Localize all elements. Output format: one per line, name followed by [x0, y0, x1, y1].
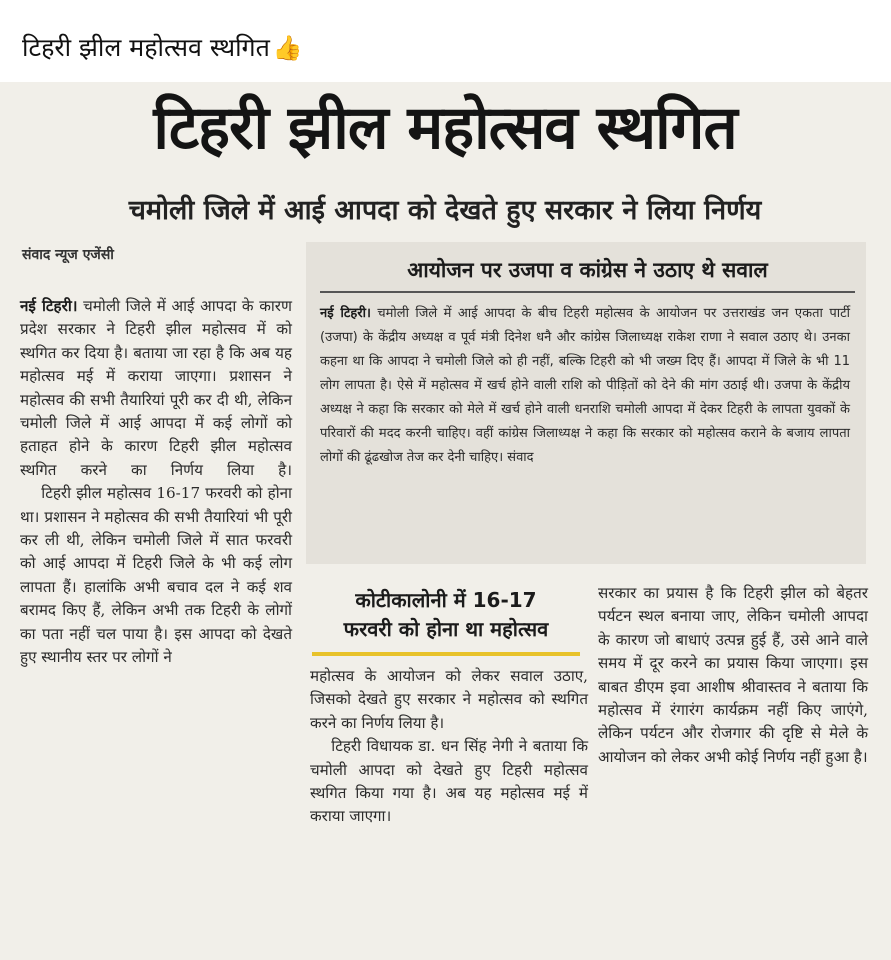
right-paragraph-1: सरकार का प्रयास है कि टिहरी झील को बेहतर पर्यटन स्थल बनाया जाए, लेकिन चमोली आपदा के कारण जो बाधाएं उत्पन्न हुई हैं, उसे आने वाले समय में दूर करने का प्रयास किया जाएगा। इस बाबत डीएम इवा आशीष श्रीवास्तव ने बताया कि महोत्सव में रंगारंग कार्यक्रम नहीं किए जाएंगे, लेकिन पर्यटन और रोजगार की दृष्टि से मेले के आयोजन को लेकर अभी कोई निर्णय नहीं हुआ है।	[598, 584, 868, 766]
sidebar-heading: आयोजन पर उजपा व कांग्रेस ने उठाए थे सवाल	[407, 258, 768, 282]
sidebar-paragraph	[320, 302, 850, 470]
sidebar-box	[306, 242, 866, 564]
sidebar-text: चमोली जिले में आई आपदा के बीच टिहरी महोत्सव के आयोजन पर उत्तराखंड जन एकता पार्टी (उजपा) के केंद्रीय अध्यक्ष व पूर्व मंत्री दिनेश धनै और कांग्रेस जिलाध्यक्ष राकेश राणा ने सवाल उठाए थे। उनका कहना था कि आपदा ने चमोली जिले को ही नहीं, बल्कि टिहरी को भी जख्म दिए हैं। आपदा में जिले के भी 11 लोग लापता है। ऐसे में महोत्सव में खर्च होने वाली राशि को पीड़ितों को देने की मांग उठाई थी। उजपा के केंद्रीय अध्यक्ष ने कहा कि सरकार को मेले में खर्च होने वाली धनराशि चमोली आपदा में देकर टिहरी के लापता युवकों के परिवारों की मदद करनी चाहिए। वहीं कांग्रेस जिलाध्यक्ष ने कहा कि सरकार को महोत्सव कराने के बजाय लापता लोगों की ढूंढखोज तेज कर देनी चाहिए। संवाद	[320, 306, 850, 465]
newspaper-clipping	[0, 82, 891, 960]
section-subheading-line-1: कोटीकालोनी में 16-17	[355, 588, 537, 612]
article-headline: टिहरी झील महोत्सव स्थगित	[153, 93, 737, 163]
article-subheadline: चमोली जिले में आई आपदा को देखते हुए सरकार ने लिया निर्णय	[128, 195, 762, 226]
sidebar-dateline: नई टिहरी।	[320, 306, 371, 321]
left-paragraph-1-text: चमोली जिले में आई आपदा के कारण प्रदेश सरकार ने टिहरी झील महोत्सव में को स्थगित कर दिया है। बताया जा रहा है कि अब यह महोत्सव मई में कराया जाएगा। प्रशासन ने महोत्सव की सभी तैयारियां पूरी कर दी थी, लेकिन चमोली जिले में आई आपदा में कई लोगों को हताहत होने के कारण टिहरी झील महोत्सव स्थगित करने का निर्णय लिया है।	[20, 297, 292, 479]
middle-paragraph-2: टिहरी विधायक डा. धन सिंह नेगी ने बताया कि चमोली आपदा को देखते हुए टिहरी महोत्सव स्थगित किया गया है। अब यह महोत्सव मई में कराया जाएगा।	[310, 737, 588, 826]
thumbs-up-icon: 👍	[272, 34, 303, 62]
sidebar-body	[320, 302, 850, 470]
article-byline: संवाद न्यूज एजेंसी	[22, 247, 114, 263]
left-column	[20, 295, 292, 670]
dateline: नई टिहरी।	[20, 297, 78, 315]
right-column	[598, 582, 868, 769]
subheading-underline	[312, 652, 580, 656]
sidebar-rule	[320, 291, 855, 293]
left-paragraph-1	[20, 295, 292, 482]
post-caption-text: टिहरी झील महोत्सव स्थगित	[22, 33, 270, 62]
post-caption	[22, 30, 303, 64]
left-paragraph-2: टिहरी झील महोत्सव 16-17 फरवरी को होना था। प्रशासन ने महोत्सव की सभी तैयारियां भी पूरी कर ली थी, लेकिन चमोली जिले में सात फरवरी को आई आपदा में टिहरी जिले के भी कई लोग लापता हैं। हालांकि अभी बचाव दल ने कई शव बरामद किए हैं, लेकिन अभी तक टिहरी के लोगों का पता नहीं चल पाया है। इस आपदा को देखते हुए स्थानीय स्तर पर लोगों ने	[20, 484, 292, 667]
middle-column	[310, 665, 588, 829]
section-subheading-line-2: फरवरी को होना था महोत्सव	[343, 617, 549, 641]
middle-paragraph-1: महोत्सव के आयोजन को लेकर सवाल उठाए, जिसको देखते हुए सरकार ने महोत्सव को स्थगित करने का निर्णय लिया है।	[310, 667, 588, 732]
section-subheading	[308, 586, 584, 644]
